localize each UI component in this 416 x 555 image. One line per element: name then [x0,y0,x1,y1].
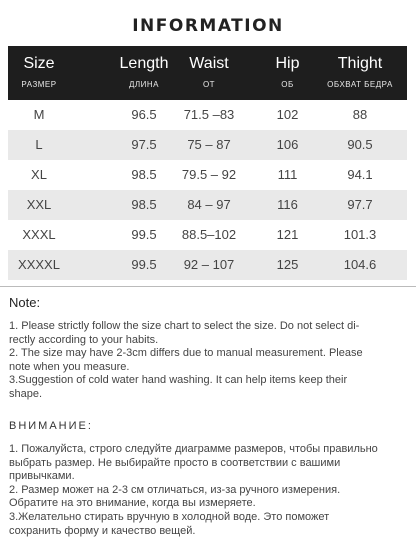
cell-length: 97.5 [131,137,157,152]
header-size-en: Size [23,55,55,72]
page-title: INFORMATION [132,16,284,36]
note-paragraph-ru [9,443,409,538]
cell-hip: 102 [276,107,299,122]
header-hip-ru: ОБ [281,80,294,89]
note-line: 1. Please strictly follow the size chart to select the size. Do not select di- [9,320,360,332]
header-hip-en: Hip [275,55,300,72]
table-header [8,46,407,100]
note-line-ru: выбрать размер. Не выбирайте просто в соответствии с вашими [9,456,341,469]
table-row [8,160,407,190]
note-line: note when you measure. [9,360,130,373]
cell-size: M [33,107,45,122]
note-line-ru: 1. Пожалуйста, строго следуйте диаграмме размеров, чтобы правильно [9,443,378,455]
cell-hip: 106 [276,137,299,152]
header-waist [159,46,259,100]
note-line-ru: Обратите на это внимание, когда вы измеряете. [9,497,256,510]
table-row [8,100,407,130]
header-length-en: Length [119,55,169,72]
cell-thigh: 88 [352,107,368,122]
note-line: shape. [9,387,43,400]
cell-hip: 125 [276,257,299,272]
cell-waist: 92 – 107 [183,257,235,272]
cell-size: XXXL [22,227,56,242]
size-chart-table [8,46,407,280]
cell-length: 96.5 [131,107,157,122]
note-line-ru: 3.Желательно стирать вручную в холодной воде. Это поможет [9,510,330,523]
note-heading-ru: ВНИМАНИЕ: [9,420,93,432]
note-line-ru: 2. Размер может на 2-3 см отличаться, из-за ручного измерения. [9,483,341,496]
table-row [8,130,407,160]
cell-size: XL [31,167,47,182]
header-hip [255,46,320,100]
cell-waist: 71.5 –83 [183,107,235,122]
section-divider [0,286,416,287]
cell-waist: 75 – 87 [187,137,231,152]
note-line-ru: сохранить форму и качество вещей. [9,524,196,537]
cell-length: 98.5 [131,167,157,182]
table-row [8,220,407,250]
table-row [8,250,407,280]
header-size [8,46,70,100]
note-line: 2. The size may have 2-3cm differs due to manual measurement. Please [9,347,363,360]
cell-thigh: 94.1 [347,167,373,182]
header-size-ru: РАЗМЕР [21,80,57,89]
note-line: 3.Suggestion of cold water hand washing. It can help items keep their [9,374,348,387]
header-thigh [314,46,406,100]
cell-thigh: 90.5 [347,137,373,152]
cell-hip: 121 [276,227,299,242]
cell-waist: 79.5 – 92 [181,167,237,182]
cell-thigh: 97.7 [347,197,373,212]
cell-length: 99.5 [131,257,157,272]
note-line: rectly according to your habits. [9,333,159,346]
cell-length: 98.5 [131,197,157,212]
note-line-ru: привычками. [9,470,75,483]
header-thigh-en: Thight [337,55,383,72]
cell-waist: 84 – 97 [187,197,231,212]
cell-thigh: 101.3 [343,227,377,242]
header-waist-ru: ОТ [202,80,216,89]
cell-waist: 88.5–102 [181,227,237,242]
cell-thigh: 104.6 [343,257,377,272]
table-row [8,190,407,220]
cell-size: XXXXL [18,257,60,272]
header-thigh-ru: ОБХВАТ БЕДРА [327,80,393,89]
cell-hip: 116 [277,197,298,212]
note-paragraph-en [9,320,409,402]
note-heading: Note: [9,295,41,310]
cell-length: 99.5 [131,227,157,242]
header-length-ru: ДЛИНА [128,80,160,89]
cell-size: XXL [26,197,52,212]
cell-size: L [35,137,43,152]
header-waist-en: Waist [189,55,229,72]
cell-hip: 111 [277,167,298,182]
